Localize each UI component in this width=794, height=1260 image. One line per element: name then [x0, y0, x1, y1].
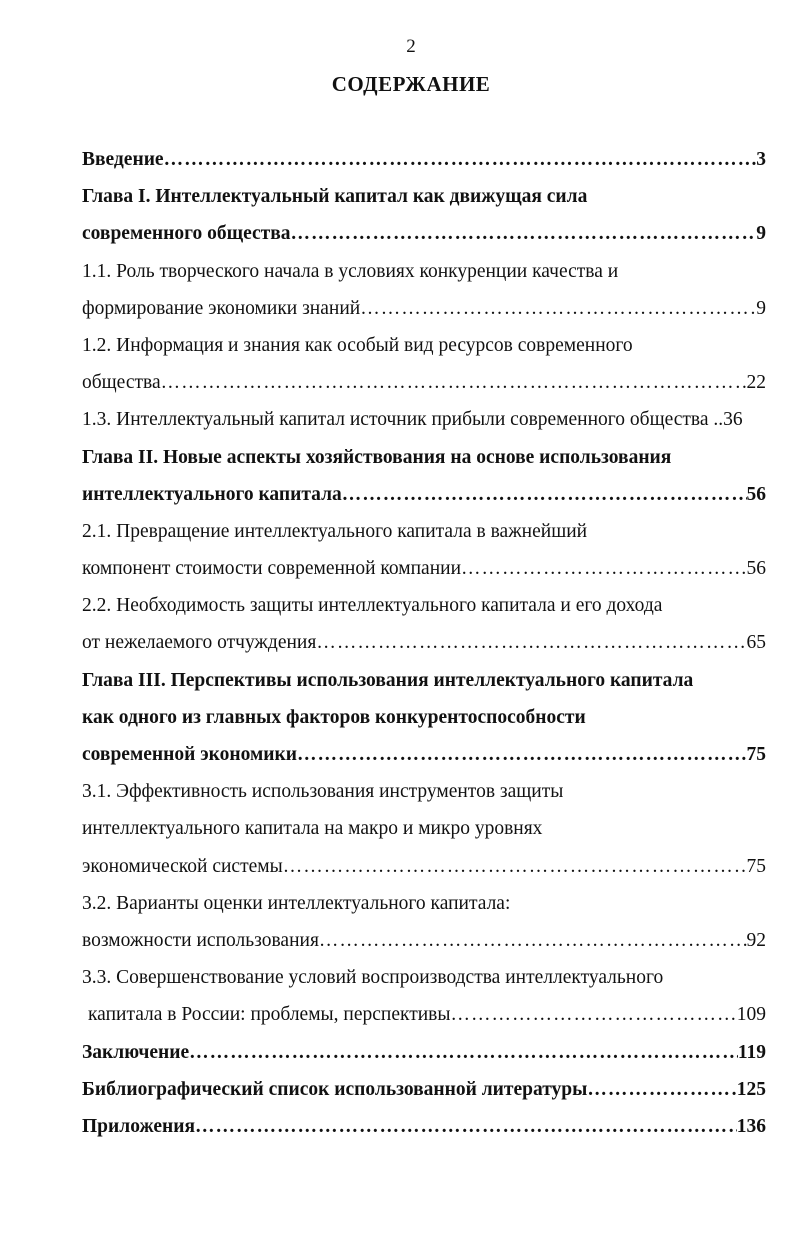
toc-entry-text: от нежелаемого отчуждения	[82, 632, 317, 654]
toc-entry-page: 92	[746, 929, 766, 951]
toc-entry	[82, 959, 766, 996]
toc-entry-page: 56	[746, 483, 766, 505]
toc-entry	[82, 401, 766, 438]
toc-entry	[82, 327, 766, 364]
toc-entry-text: 1.2. Информация и знания как особый вид ресурсов современного	[82, 334, 633, 356]
toc-entry-text: капитала в России: проблемы, перспективы	[88, 1004, 451, 1026]
toc-entry-text: 2.2. Необходимость защиты интеллектуального капитала и его дохода	[82, 595, 663, 617]
toc-entry	[82, 848, 766, 885]
toc-entry	[82, 996, 766, 1033]
toc-entry-page: 65	[746, 632, 766, 654]
toc-entry-text: Глава I. Интеллектуальный капитал как движущая сила	[82, 186, 588, 208]
toc-entry	[82, 810, 766, 847]
toc-entry	[82, 699, 766, 736]
toc-leader-dots	[164, 141, 757, 178]
toc-leader-dots	[195, 1108, 737, 1145]
toc-entry-text: Библиографический список использованной литературы	[82, 1078, 588, 1100]
toc-leader-dots	[342, 476, 747, 513]
toc-leader-dots	[360, 290, 756, 327]
toc-entry-text: 1.3. Интеллектуальный капитал источник прибыли современного общества ..36	[82, 409, 743, 431]
toc-entry	[82, 1071, 766, 1108]
toc-entry-text: общества	[82, 372, 161, 394]
toc-entry	[82, 1034, 766, 1071]
toc-leader-dots	[297, 736, 747, 773]
toc-entry	[82, 885, 766, 922]
toc-entry-text: 3.3. Совершенствование условий воспроизводства интеллектуального	[82, 967, 664, 989]
toc-entry-text: 2.1. Превращение интеллектуального капитала в важнейший	[82, 520, 588, 542]
toc-entry-page: 75	[746, 855, 766, 877]
toc-leader-dots	[587, 1071, 736, 1108]
toc-entry-text: современной экономики	[82, 744, 297, 765]
toc-entry	[82, 215, 766, 252]
toc-leader-dots	[290, 215, 756, 252]
toc-entry-page: 119	[737, 1041, 766, 1063]
toc-entry	[82, 290, 766, 327]
toc-entry	[82, 178, 766, 215]
toc-entry-text: 3.1. Эффективность использования инструментов защиты	[82, 781, 564, 803]
toc-entry-page: 22	[746, 372, 766, 394]
toc-entry	[82, 476, 766, 513]
toc-entry	[82, 624, 766, 661]
toc-leader-dots	[316, 624, 746, 661]
toc-entry-page: 9	[756, 297, 766, 319]
toc-entry	[82, 141, 766, 178]
toc-entry-text: как одного из главных факторов конкурентоспособности	[82, 706, 586, 728]
toc-entry-text: экономической системы	[82, 855, 283, 877]
toc-leader-dots	[283, 848, 747, 885]
toc-entry-page: 75	[746, 744, 766, 765]
toc-leader-dots	[450, 996, 736, 1033]
table-of-contents	[82, 141, 766, 1145]
toc-entry-text: Введение	[82, 149, 164, 170]
toc-leader-dots	[319, 922, 747, 959]
toc-entry-text: Заключение	[82, 1041, 190, 1063]
toc-entry-text: возможности использования	[82, 929, 319, 951]
toc-entry	[82, 662, 766, 699]
toc-leader-dots	[161, 364, 747, 401]
toc-leader-dots	[189, 1034, 738, 1071]
toc-entry-text: компонент стоимости современной компании	[82, 558, 462, 580]
toc-entry	[82, 773, 766, 810]
toc-entry-text: интеллектуального капитала на макро и микро уровнях	[82, 818, 543, 840]
toc-entry-page: 9	[756, 223, 766, 245]
toc-entry	[82, 736, 766, 773]
toc-entry-page: 3	[756, 149, 766, 170]
toc-entry-text: Глава II. Новые аспекты хозяйствования на основе использования	[82, 446, 672, 468]
toc-entry-text: формирование экономики знаний	[82, 297, 361, 319]
toc-entry-text: интеллектуального капитала	[82, 483, 342, 505]
toc-entry-text: 3.2. Варианты оценки интеллектуального капитала:	[82, 892, 511, 914]
toc-entry-text: Глава III. Перспективы использования интеллектуального капитала	[82, 669, 694, 691]
toc-entry-text: Приложения	[82, 1115, 196, 1137]
toc-leader-dots	[461, 550, 746, 587]
toc-entry-page: 56	[746, 558, 766, 580]
toc-entry	[82, 1108, 766, 1145]
toc-entry	[82, 550, 766, 587]
toc-entry-text: современного общества	[82, 223, 291, 245]
toc-entry-text: 1.1. Роль творческого начала в условиях конкуренции качества и	[82, 260, 619, 282]
toc-entry	[82, 587, 766, 624]
page-number: 2	[406, 36, 416, 57]
toc-entry	[82, 513, 766, 550]
toc-entry	[82, 364, 766, 401]
toc-entry	[82, 253, 766, 290]
toc-entry	[82, 922, 766, 959]
toc-entry-page: 125	[736, 1078, 766, 1100]
toc-entry-page: 136	[736, 1115, 766, 1137]
page-title: СОДЕРЖАНИЕ	[331, 72, 491, 96]
toc-entry-page: 109	[736, 1004, 766, 1026]
toc-entry	[82, 439, 766, 476]
